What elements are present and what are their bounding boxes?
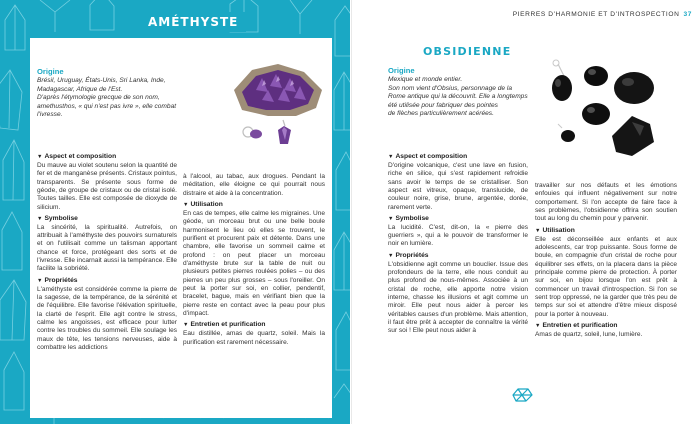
origin-heading: Origine — [388, 66, 415, 75]
amethyst-geode-photo — [212, 50, 330, 150]
amethyste-content-card — [30, 38, 332, 418]
section-text: Elle est déconseillée aux enfants et aux adolescents, car trop puissante. Sous forme de boule, en compagnie d'un cristal de roche pour équilibrer ses effets, on la placera dans la pièce principale comme pierre de protection. À porter sur soi, en bijou lorsque l'on est prêt à commencer un travail d'introspection. Si l'on se sent trop oppressé, ne la garder que très peu de temps sur soi et attendre d'être mieux disposé pour la porter à nouveau. — [535, 235, 677, 318]
section-text: La lucidité. C'est, dit-on, la « pierre des guerriers », qui a le pouvoir de transformer le noir en lumière. — [388, 223, 528, 248]
origin-line: Brésil, Uruguay, États-Unis, Sri Lanka, Inde, — [37, 77, 166, 85]
obsidienne-column-2 — [535, 182, 677, 339]
origin-line: de flèches particulièrement acérées. — [388, 110, 494, 118]
section-text: En cas de tempes, elle calme les migraines. Une géode, un morceau brut ou une belle boule harmonisent le lieu où elles se trouvent, le purifient et procurent paix et détente. Dans une chambre, elle favorise un sommeil calme et profond : on peut placer un morceau d'améthyste brute sur la table de nuit ou plusieurs petites pierres roulées polies – ou des pierres un peu plus grosses – sous l'oreiller. On peut la porter sur soi, en collier, pendentif, bracelet, bague, mais en vérifiant bien que la pierre reste en contact avec la peau pour plus d'impact. — [183, 209, 325, 317]
section-text: L'améthyste est considérée comme la pierre de la sagesse, de la tempérance, de la sérénité et de l'équilibre. Elle favorise l'élévation spirituelle, la clarté de l'esprit. Elle agit contre le stress, calme les angoisses, est efficace pour lutter contre les troubles du sommeil. Elle soulage les maux de tête, les tensions nerveuses, aide à combattre les addictions — [37, 285, 177, 352]
section-text: L'obsidienne agit comme un bouclier. Issue des profondeurs de la terre, elle nous conduit au plus profond de nous-mêmes. Associée à un cristal de roche, elle apporte notre vision interne, chasse les illusions et agit comme un miroir. Elle peut nous aider à percer les véritables causes d'un problème. Mais attention, il faut être prêt à accepter de connaître la vérité sur soi ! Elle peut nous aider à — [388, 260, 528, 335]
obsidian-stones-photo — [536, 58, 666, 158]
section-heading: ▼ Symbolise — [37, 214, 78, 222]
crystal-icon — [510, 386, 534, 404]
section-text: travailler sur nos défauts et les émotions enfouies qui influent négativement sur notre comportement. Si l'on accepte de faire face à ses problèmes, l'obsidienne offrira son soutien tout au long du chemin pour y parvenir. — [535, 182, 677, 223]
section-heading: ▼ Utilisation — [183, 201, 223, 209]
section-text: Amas de quartz, soleil, lune, lumière. — [535, 330, 643, 338]
section-text: Eau distillée, amas de quartz, soleil. Mais la purification est rarement nécessaire. — [183, 330, 325, 346]
section-heading: ▼ Entretien et purification — [535, 322, 618, 329]
right-page — [350, 0, 700, 424]
section-heading: ▼ Propriétés — [388, 251, 429, 259]
origin-heading: Origine — [37, 67, 64, 76]
section-heading: ▼ Aspect et composition — [37, 153, 117, 160]
origin-line: Son nom vient d'Obsius, personnage de la — [388, 84, 513, 92]
section-heading: ▼ Aspect et composition — [388, 153, 468, 160]
amethyste-column-2 — [183, 173, 325, 347]
origin-line: amethusthos, « qui n'est pas ivre », elle combat l'ivresse. — [37, 102, 177, 119]
section-heading: ▼ Symbolise — [388, 214, 429, 222]
left-page-title: AMÉTHYSTE — [140, 12, 246, 32]
running-head: PIERRES D'HARMONIE ET D'INTROSPECTION 37 — [512, 11, 692, 18]
section-heading: ▼ Propriétés — [37, 276, 78, 284]
section-text: D'origine volcanique, c'est une lave en fusion, riche en silice, qui s'est rapidement refroidie sans avoir le temps de se cristalliser. Son aspect est vitreux, opaque, translucide, de couleur noire, grise, brune, argentée, dorée, rarement verte. — [388, 161, 528, 211]
origin-line: Rome antique qui la découvrit. Elle a longtemps été utilisée pour fabriquer des pointes — [388, 93, 528, 109]
section-text: La sincérité, la spiritualité. Autrefois, on attribuait à l'améthyste des pouvoirs surnaturels et on l'utilisait comme un talisman apportant chance et force, protégeant des sorts et de l'ivresse. Elle incarnait aussi la tempérance. Elle facilite la sobriété. — [37, 223, 177, 273]
section-text: Du mauve au violet soutenu selon la quantité de fer et de manganèse présents. Cristaux pointus, transparents. Se présente sous forme de géode, de groupe de cristaux ou de cristal isolé. Toutes tailles. Elle est composée de dioxyde de silicium. — [37, 161, 177, 211]
page-number: 37 — [683, 11, 692, 18]
obsidienne-origin — [388, 67, 534, 118]
amethyste-origin — [37, 68, 187, 119]
section-text: à l'alcool, au tabac, aux drogues. Pendant la méditation, elle éloigne ce qui pourrait nous distraire et aide à la concentration. — [183, 173, 325, 197]
section-heading: ▼ Entretien et purification — [183, 321, 266, 329]
origin-line: D'après l'étymologie grecque de son nom, — [37, 94, 160, 102]
amethyste-column-1 — [37, 153, 177, 352]
page-gutter — [351, 0, 352, 424]
right-page-title: OBSIDIENNE — [423, 45, 512, 58]
section-heading: ▼ Utilisation — [535, 226, 575, 234]
origin-line: Mexique et monde entier. — [388, 76, 463, 84]
obsidienne-column-1 — [388, 153, 528, 336]
origin-line: Madagascar, Afrique de l'Est. — [37, 85, 123, 93]
